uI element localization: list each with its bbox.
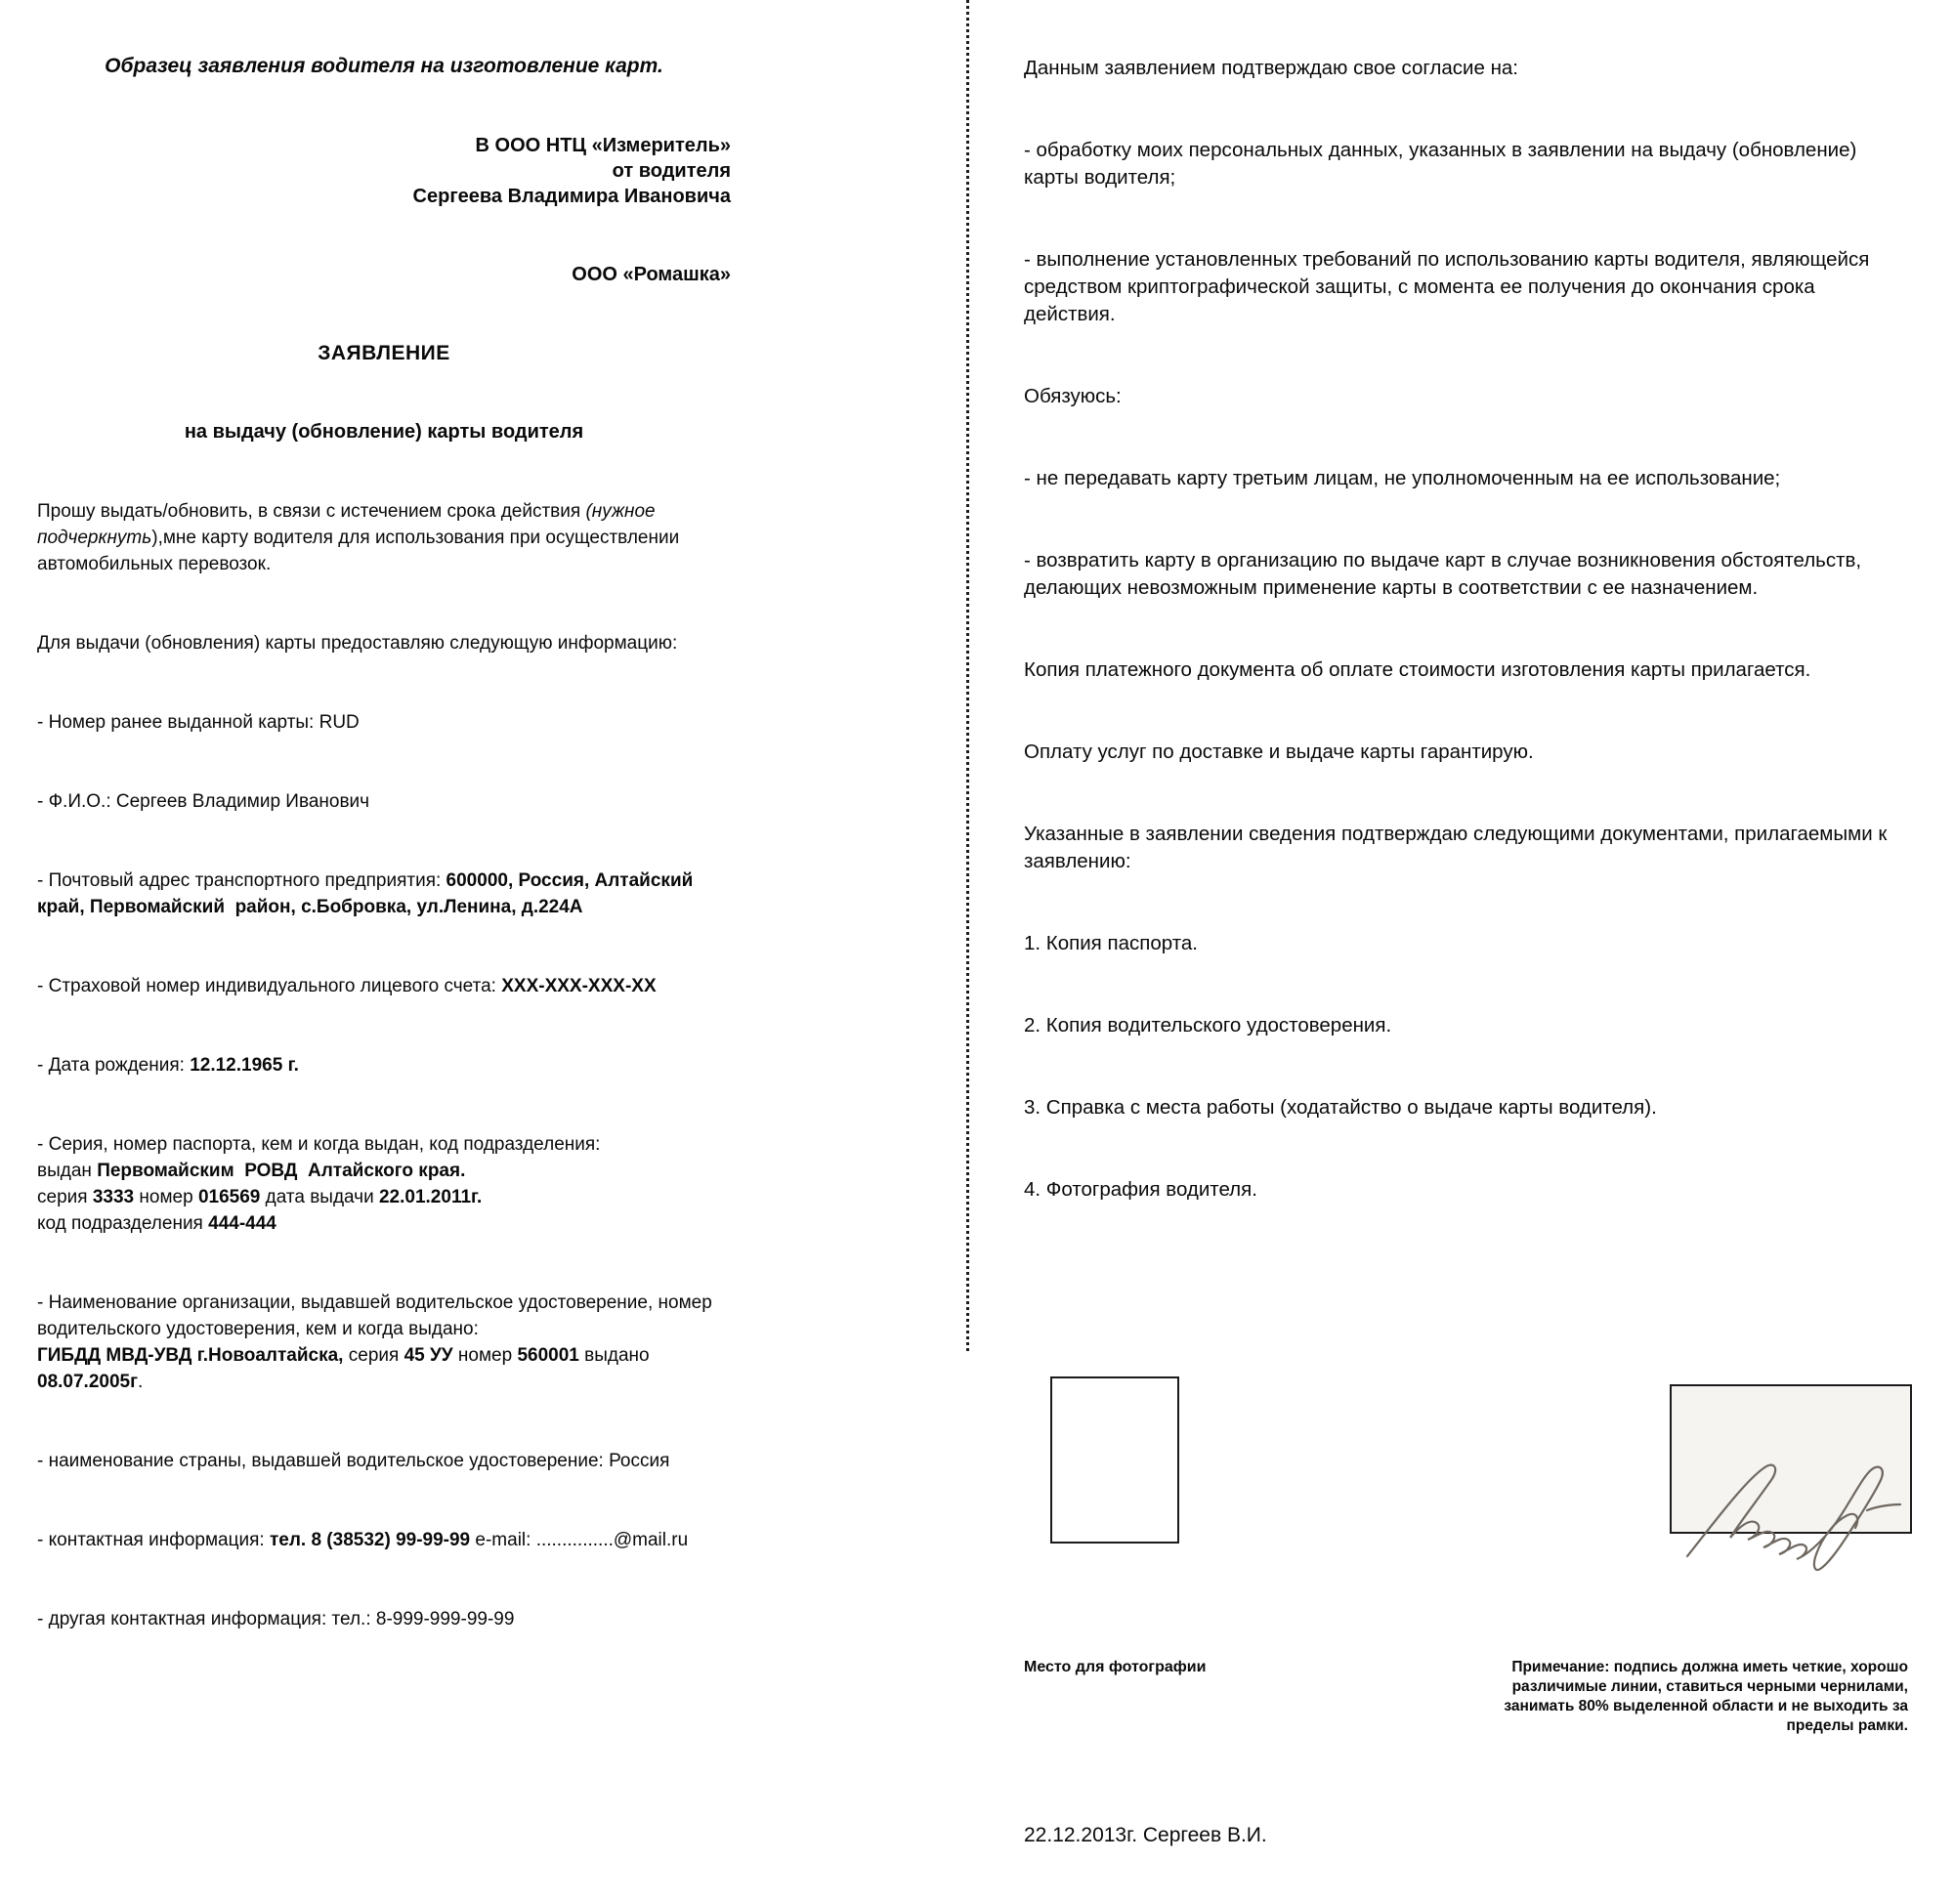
field-passport-details: - Серия, номер паспорта, кем и когда выдан, код подразделения: выдан Первомайским РОВД Алтайского края. серия 3333 номер 016569 дата выдачи 22.01.2011г. код подразделения 444-444 [37, 1134, 601, 1234]
document-item-passport-copy: 1. Копия паспорта. [1024, 932, 1198, 954]
info-intro-line: Для выдачи (обновления) карты предоставляю следующую информацию: [37, 633, 678, 654]
text-segment: 600000, Россия, Алтайский край, Первомайский район, с.Бобровка, ул.Ленина, д.224А [37, 870, 699, 917]
recipient-block [37, 133, 731, 209]
text-segment: (нужное подчеркнуть [37, 501, 660, 548]
obligation-no-third-party: - не передавать карту третьим лицам, не уполномоченным на ее использование; [1024, 467, 1781, 489]
text-segment: 3333 [92, 1187, 135, 1207]
field-other-contact-info: - другая контактная информация: тел.: 8-999-999-99-99 [37, 1609, 515, 1629]
text-segment: Сергеева Владимира Ивановича [412, 186, 731, 207]
document-item-driver-photo: 4. Фотография водителя. [1024, 1178, 1257, 1201]
photo-signature-row [1024, 1376, 1908, 1544]
page-divider-dotted-line [966, 0, 969, 1354]
document-item-license-copy: 2. Копия водительского удостоверения. [1024, 1014, 1392, 1037]
text-segment: ХХХ-ХХХ-ХХХ-ХХ [501, 976, 657, 996]
text-segment: Первомайским РОВД Алтайского края. [97, 1161, 466, 1181]
date-signature-line: 22.12.2013г. Сергеев В.И. [1024, 1824, 1267, 1846]
labels-row [1024, 1658, 1913, 1736]
left-page [37, 0, 731, 1685]
document-item-work-certificate: 3. Справка с места работы (ходатайство о выдаче карты водителя). [1024, 1096, 1657, 1119]
payment-copy-note: Копия платежного документа об оплате стоимости изготовления карты прилагается. [1024, 658, 1811, 681]
organization-line [37, 262, 731, 287]
text-segment: 22.01.2011г. [378, 1187, 483, 1207]
obligations-heading: Обязуюсь: [1024, 385, 1122, 407]
application-subheading [37, 419, 731, 445]
consent-data-processing: - обработку моих персональных данных, указанных в заявлении на выдачу (обновление) карты водителя; [1024, 139, 1863, 189]
text-segment: Образец заявления водителя на изготовление карт. [105, 55, 663, 77]
intro-paragraph: Прошу выдать/обновить, в связи с истечением срока действия (нужное подчеркнуть),мне карту водителя для использования при осуществлении автомобильных перевозок. [37, 501, 685, 574]
text-segment: от водителя [612, 160, 731, 182]
obligation-return-card: - возвратить карту в организацию по выдаче карт в случае возникновения обстоятельств, делающих невозможным применение карты в соответствии с ее назначением. [1024, 549, 1867, 599]
text-segment: ГИБДД МВД-УВД г.Новоалтайска, [37, 1345, 344, 1366]
field-full-name: - Ф.И.О.: Сергеев Владимир Иванович [37, 791, 370, 812]
field-issuing-country: - наименование страны, выдавшей водительское удостоверение: Россия [37, 1451, 670, 1471]
consent-intro: Данным заявлением подтверждаю свое согласие на: [1024, 57, 1519, 79]
consent-requirements: - выполнение установленных требований по использованию карты водителя, являющейся средством криптографической защиты, с момента ее получения до окончания срока действия. [1024, 248, 1876, 325]
text-segment: В ООО НТЦ «Измеритель» [475, 135, 731, 156]
text-segment: 444-444 [208, 1213, 276, 1234]
documents-intro: Указанные в заявлении сведения подтверждаю следующими документами, прилагаемыми к заявлению: [1024, 823, 1893, 872]
text-segment: на выдачу (обновление) карты водителя [184, 421, 584, 443]
photo-placeholder-box [1050, 1376, 1179, 1544]
text-segment: 08.07.2005г [37, 1372, 139, 1392]
field-insurance-number: - Страховой номер индивидуального лицевого счета: ХХХ-ХХХ-ХХХ-ХХ [37, 976, 657, 996]
application-heading [37, 340, 731, 366]
signature-note: Примечание: подпись должна иметь четкие, хорошо различимые линии, ставиться черными чернилами, занимать 80% выделенной области и не выходить за пределы рамки. [1504, 1659, 1913, 1734]
signature-box [1670, 1384, 1912, 1534]
text-segment: 45 УУ [404, 1345, 453, 1366]
text-segment: 016569 [197, 1187, 261, 1207]
signature-image [1672, 1441, 1910, 1587]
sample-title [37, 53, 731, 80]
field-contact-info: - контактная информация: тел. 8 (38532) 99-99-99 e-mail: ...............@mail.ru [37, 1530, 689, 1550]
field-postal-address: - Почтовый адрес транспортного предприятия: 600000, Россия, Алтайский край, Первомайский район, с.Бобровка, ул.Ленина, д.224А [37, 870, 699, 917]
field-birth-date: - Дата рождения: 12.12.1965 г. [37, 1055, 299, 1076]
text-segment: ЗАЯВЛЕНИЕ [318, 342, 450, 364]
text-segment: 12.12.1965 г. [190, 1055, 299, 1076]
text-segment: тел. 8 (38532) 99-99-99 [269, 1530, 471, 1550]
delivery-payment-note: Оплату услуг по доставке и выдаче карты гарантирую. [1024, 740, 1534, 763]
text-segment: ООО «Ромашка» [572, 264, 731, 285]
field-previous-card-number: - Номер ранее выданной карты: RUD [37, 712, 360, 733]
text-segment: 560001 [517, 1345, 579, 1366]
photo-box-label: Место для фотографии [1024, 1659, 1207, 1675]
field-license-details: - Наименование организации, выдавшей водительское удостоверение, номер водительского удостоверения, кем и когда выдано: ГИБДД МВД-УВД г.Новоалтайска, серия 45 УУ номер 560001 выдано 08.07.2005г. [37, 1292, 712, 1392]
right-page [1024, 0, 1913, 1904]
